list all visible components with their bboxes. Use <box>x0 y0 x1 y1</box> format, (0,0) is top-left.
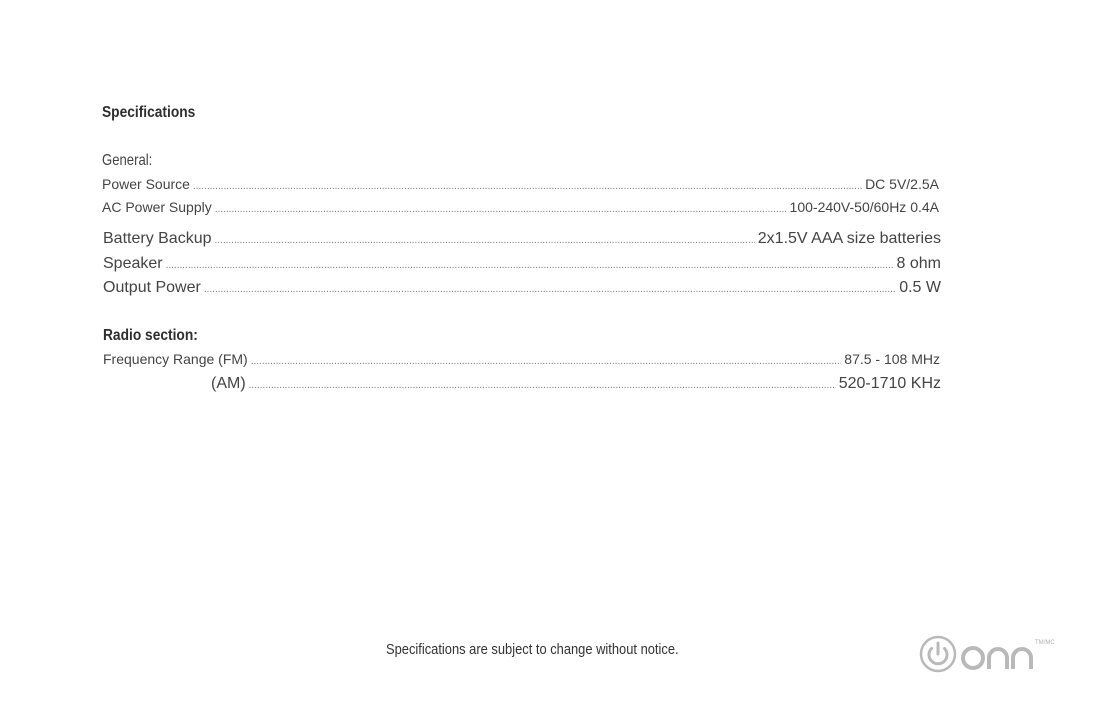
spec-label: Speaker <box>103 255 163 272</box>
spec-row-battery-backup <box>103 230 941 248</box>
general-section-label: General: <box>102 152 153 169</box>
dot-leader <box>215 204 787 215</box>
spec-value: 2x1.5V AAA size batteries <box>757 230 941 247</box>
dot-leader <box>249 380 836 391</box>
page-title: Specifications <box>102 104 196 121</box>
brand-logo <box>918 632 1058 676</box>
dot-leader <box>215 235 755 246</box>
dot-leader <box>251 356 842 367</box>
spec-label: AC Power Supply <box>102 199 212 215</box>
spec-row-power-source <box>102 176 939 192</box>
spec-label: (AM) <box>211 375 246 392</box>
dot-leader <box>166 260 894 271</box>
spec-value: 87.5 - 108 MHz <box>844 351 940 367</box>
spec-value: 8 ohm <box>896 255 941 272</box>
onn-logo-icon <box>918 632 1058 676</box>
radio-section-label: Radio section: <box>103 327 198 344</box>
spec-label: Power Source <box>102 176 190 192</box>
dot-leader <box>204 284 896 295</box>
spec-label: Frequency Range (FM) <box>103 351 248 367</box>
spec-row-ac-power-supply <box>102 199 939 215</box>
spec-label: Output Power <box>103 279 201 296</box>
spec-label: Battery Backup <box>103 230 212 247</box>
spec-value: 0.5 W <box>899 279 941 296</box>
spec-row-frequency-fm <box>103 351 940 367</box>
trademark-mark: TM/MC <box>1035 640 1055 646</box>
dot-leader <box>193 181 862 192</box>
spec-value: DC 5V/2.5A <box>865 176 939 192</box>
disclaimer-note: Specifications are subject to change without notice. <box>386 641 679 658</box>
spec-value: 520-1710 KHz <box>838 375 941 392</box>
spec-row-frequency-am <box>211 375 941 393</box>
spec-value: 100-240V-50/60Hz 0.4A <box>789 199 939 215</box>
spec-row-speaker <box>103 255 941 273</box>
spec-row-output-power <box>103 279 941 297</box>
